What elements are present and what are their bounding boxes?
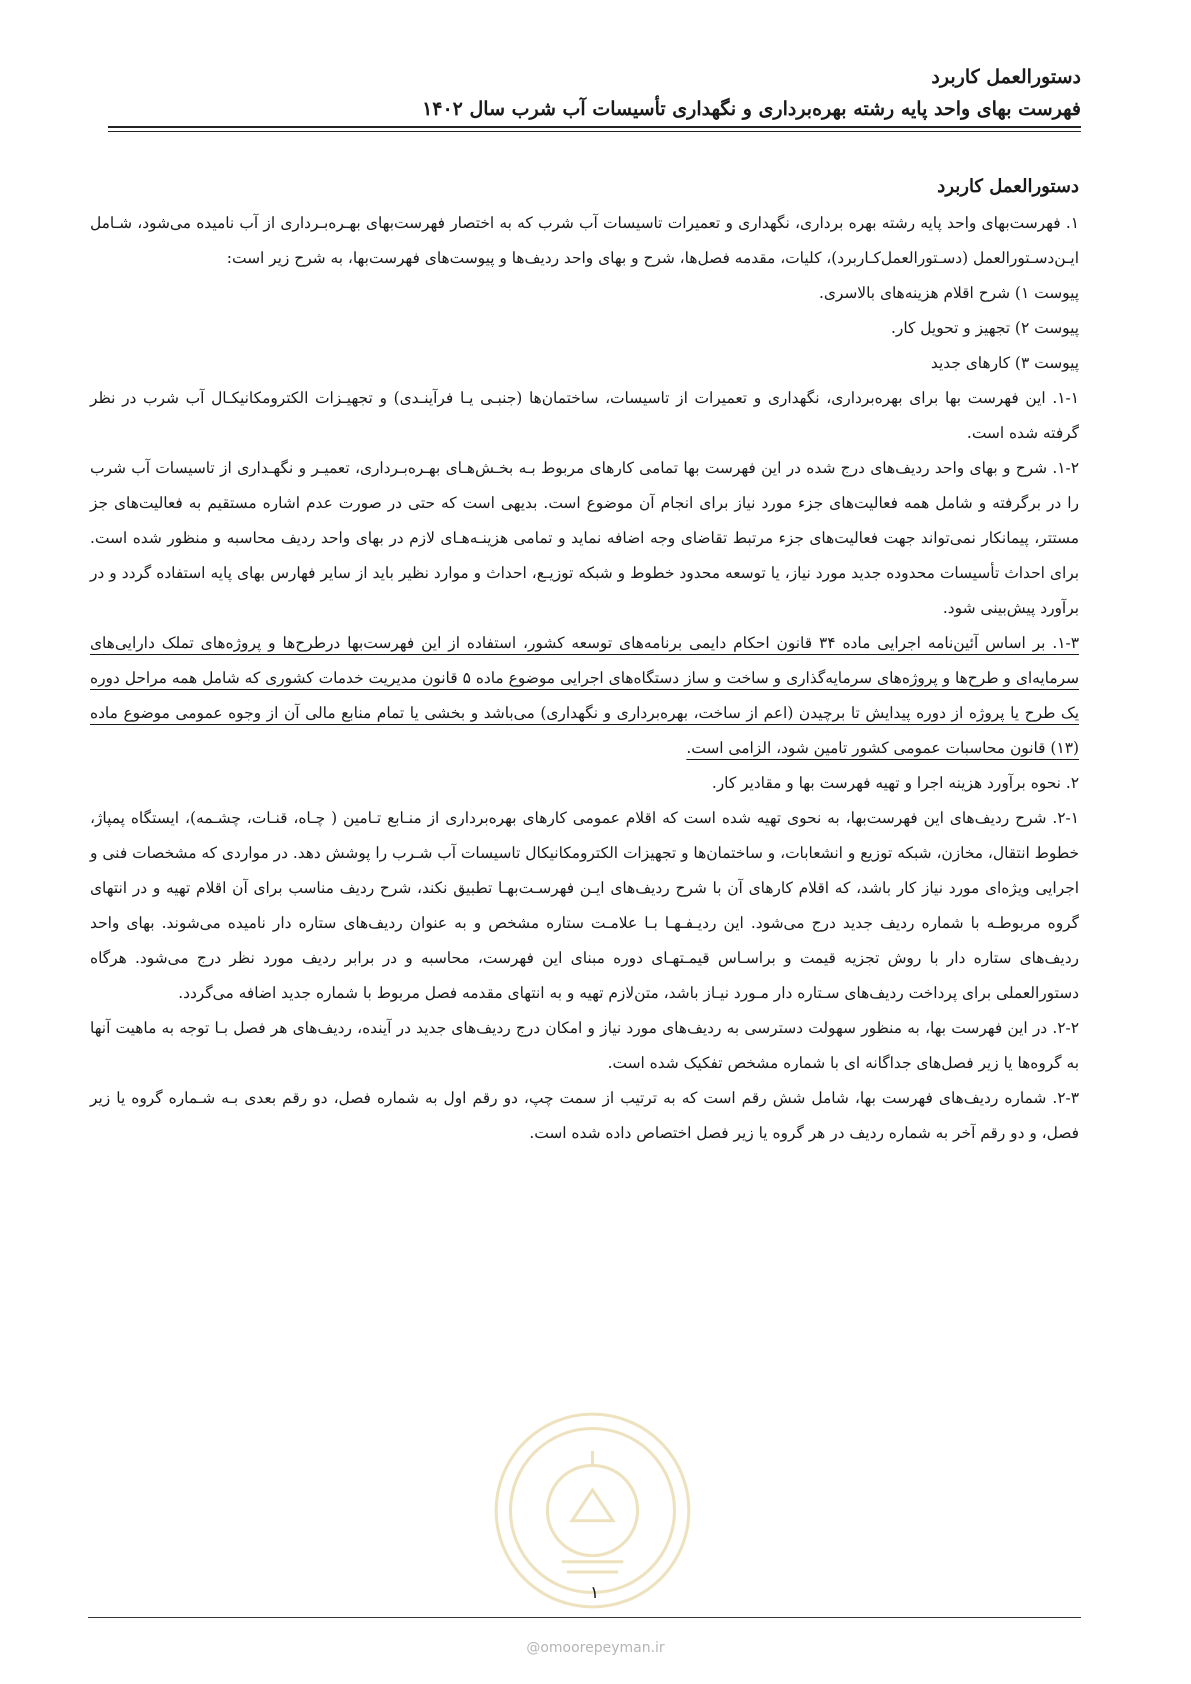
paragraph-2-3: ۲-۳. شماره ردیف‌های فهرست بها، شامل شش رقم است که به ترتیب از سمت چپ، دو رقم اول به شماره فصل، دو رقم بعدی بـه شـماره گروه یا زیر فصل، و دو رقم آخر به شماره ردیف در هر گروه یا زیر فصل اختصاص داده شده است. xyxy=(90,1089,1079,1142)
footer-rule xyxy=(88,1617,1081,1618)
paragraph-1-2: ۱-۲. شرح و بهای واحد ردیف‌های درج شده در این فهرست بها تمامی کارهای مربوط بـه بخـش‌هـای بهـره‌بـرداری، تعمیـر و نگهـداری از تاسیسات آب شرب را در برگرفته و شامل همه فعالیت‌های جزء مورد نیاز برای انجام آن موضوع است. بدیهی است که حتی در صورت عدم اشاره مستقیم به فعالیت‌های جز مستتر، پیمانکار نمی‌تواند جهت فعالیت‌های جزء مرتبط تقاضای وجه اضافه نماید و تمامی هزینـه‌هـای لازم در بهای واحد ردیف محاسبه و منظور شده است. برای احداث تأسیسات محدوده جدید مورد نیاز، یا توسعه محدود خطوط و شبکه توزیـع، احداث و موارد نظیر باید از سایر فهارس بهای پایه استفاده گردد و در برآورد پیش‌بینی شود. xyxy=(90,459,1079,617)
paragraph-2: ۲. نحوه برآورد هزینه اجرا و تهیه فهرست بها و مقادیر کار. xyxy=(711,774,1079,792)
paragraph-1-1: ۱-۱. این فهرست بها برای بهره‌برداری، نگهداری و تعمیرات از تاسیسات، ساختمان‌ها (جنبـی یـا فرآینـدی) و تجهیـزات الکترومکانیکـال آب شرب در نظر گرفته شده است. xyxy=(90,389,1079,442)
appendix-3: پیوست ۳) کارهای جدید xyxy=(930,354,1079,372)
paragraph-2-1: ۲-۱. شرح ردیف‌های این فهرست‌بها، به نحوی تهیه شده است که اقلام عمومی کارهای بهره‌برداری از منـابع تـامین ( چـاه، قنـات، چشـمه)، ایستگاه پمپاژ، خطوط انتقال، مخازن، شبکه توزیع و انشعابات، و ساختمان‌ها و تجهیزات الکترومکانیکال تاسیسات آب شـرب را پوشش دهد. در مواردی که مشخصات فنی و اجرایی ویژه‌ای مورد نیاز کار باشد، که اقلام کارهای آن با شرح ردیف‌های ایـن فهرسـت‌بهـا تطبیق نکند، شرح ردیف مناسب برای آن اقلام تهیه و در انتهای گروه مربوطـه با شماره ردیف جدید درج می‌شود. این ردیـفـهـا بـا علامـت ستاره مشخص و به عنوان ردیف‌های ستاره دار نامیده می‌شوند. بهای واحد ردیف‌های ستاره دار با روش تجزیه قیمت و براسـاس قیمـتهـای دوره مبنای این فهرست، محاسبه و در برابر ردیف مورد نظر درج می‌شود. هرگاه دستورالعملی برای پرداخت ردیف‌های سـتاره دار مـورد نیـاز باشد، متن‌لازم تهیه و به انتهای مقدمه فصل مربوط با شماره جدید اضافه می‌گردد. xyxy=(90,809,1079,1002)
paragraph-2-2: ۲-۲. در این فهرست بها، به منظور سهولت دسترسی به ردیف‌های مورد نیاز و امکان درج ردیف‌های جدید در آینده، ردیف‌های هر فصل بـا توجه به ماهیت آنها به گروه‌ها یا زیر فصل‌های جداگانه ای با شماره مشخص تفکیک شده است. xyxy=(90,1019,1079,1072)
section-title: دستورالعمل کاربرد xyxy=(937,176,1079,197)
page-number: ۱ xyxy=(590,1583,600,1603)
paragraph-1: ۱. فهرست‌بهای واحد پایه رشته بهره برداری، نگهداری و تعمیرات تاسیسات آب شرب که به اختصار فهرست‌بهای بهـره‌بـرداری از آب نامیده می‌شود، شـامل ایـن‌دسـتورالعمل (دسـتورالعمل‌کـاربرد)، کلیات، مقدمه فصل‌ها، شرح و بهای واحد ردیف‌ها و پیوست‌های فهرست‌بها، به شرح زیر است: xyxy=(90,214,1079,267)
appendix-1: پیوست ۱) شرح اقلام هزینه‌های بالاسری. xyxy=(818,284,1079,302)
watermark-site: @omoorepeyman.ir xyxy=(526,1640,665,1656)
header-rule-bottom xyxy=(108,131,1081,132)
header-doc-subtitle: فهرست بهای واحد پایه رشته بهره‌برداری و نگهداری تأسیسات آب شرب سال ۱۴۰۲ xyxy=(422,98,1081,120)
paragraph-1-3: ۱-۳. بر اساس آئین‌نامه اجرایی ماده ۳۴ قانون احکام دایمی برنامه‌های توسعه کشور، استفاده از این فهرست‌بها درطرح‌ها و پروژه‌های تملک دارایی‌های سرمایه‌ای و طرح‌ها و پروژه‌های سرمایه‌گذاری و ساخت و ساز دستگاه‌های اجرایی موضوع ماده ۵ قانون مدیریت خدمات کشوری که شامل همه مراحل دوره یک طرح یا پروژه از دوره پیدایش تا برچیدن (اعم از ساخت، بهره‌برداری و نگهداری) می‌باشد و بخشی یا تمام منابع مالی آن از وجوه عمومی موضوع ماده (۱۳) قانون محاسبات عمومی کشور تامین شود، الزامی است. xyxy=(90,634,1080,757)
document-body xyxy=(90,170,1079,1151)
header-rule-top xyxy=(108,126,1081,128)
page-header xyxy=(90,62,1081,126)
header-doc-title: دستورالعمل کاربرد xyxy=(931,66,1081,88)
appendix-2: پیوست ۲) تجهیز و تحویل کار. xyxy=(891,319,1079,337)
